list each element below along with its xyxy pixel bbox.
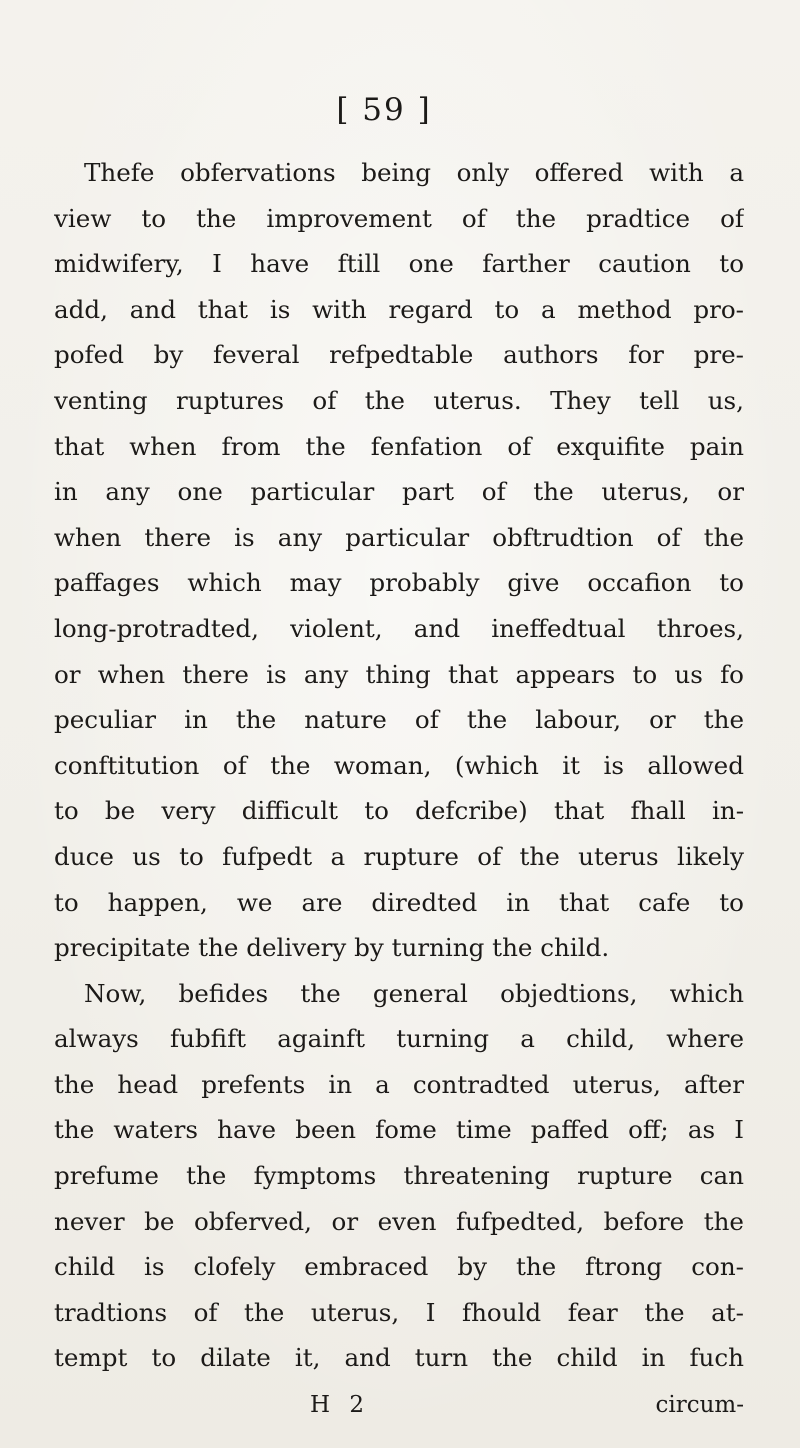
text-line: tradtions of the uterus, I fhould fear the at- — [54, 1297, 744, 1327]
text-line: duce us to fufpedt a rupture of the uterus likely — [54, 841, 744, 871]
page-body-text — [54, 150, 744, 1381]
text-line: long-protradted, violent, and ineffedtual throes, — [54, 613, 744, 643]
text-line: child is clofely embraced by the ftrong con- — [54, 1252, 744, 1282]
text-line: prefume the fymptoms threatening rupture can — [54, 1161, 744, 1191]
text-line: Thefe obfervations being only offered with a — [84, 158, 744, 187]
text-line: to be very difficult to defcribe) that fhall in- — [54, 796, 744, 826]
text-line: midwifery, I have ftill one farther caution to — [54, 249, 744, 279]
page-number-header: [ 59 ] — [336, 92, 432, 128]
text-line: view to the improvement of the pradtice of — [54, 203, 744, 233]
text-line: peculiar in the nature of the labour, or the — [54, 705, 744, 735]
text-line: precipitate the delivery by turning the child. — [54, 933, 610, 963]
text-line: or when there is any thing that appears to us fo — [54, 659, 744, 689]
page-footer — [54, 1392, 744, 1432]
text-line: that when from the fenfation of exquifite pain — [54, 431, 744, 461]
text-line: add, and that is with regard to a method pro- — [54, 294, 744, 324]
text-line: Now, befides the general objedtions, which — [84, 978, 744, 1008]
text-line: to happen, we are diredted in that cafe to — [54, 887, 744, 917]
text-line: in any one particular part of the uterus, or — [54, 477, 744, 507]
text-line: pofed by feveral refpedtable authors for pre- — [54, 340, 744, 370]
text-line: tempt to dilate it, and turn the child in fuch — [54, 1343, 744, 1373]
text-line: the waters have been fome time paffed off; as I — [54, 1115, 744, 1145]
text-line: always fubfift againft turning a child, where — [54, 1024, 744, 1054]
signature-mark: H 2 — [310, 1392, 371, 1418]
text-line: never be obferved, or even fufpedted, before the — [54, 1206, 744, 1236]
text-line: venting ruptures of the uterus. They tell us, — [54, 385, 744, 415]
catchword: circum- — [655, 1392, 744, 1418]
text-line: paffages which may probably give occafion to — [54, 568, 744, 598]
text-line: when there is any particular obftrudtion of the — [54, 522, 744, 552]
text-line: the head prefents in a contradted uterus, after — [54, 1069, 744, 1099]
text-line: conftitution of the woman, (which it is allowed — [54, 750, 744, 780]
